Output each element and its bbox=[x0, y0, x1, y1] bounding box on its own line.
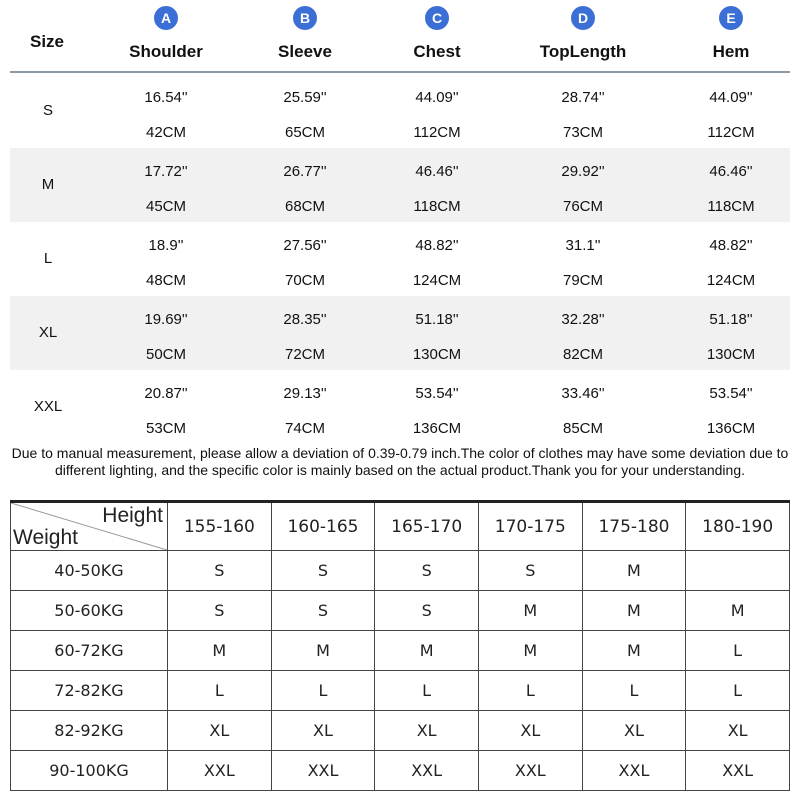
measurement-cm: 118CM bbox=[413, 198, 461, 215]
recommended-size-cell: L bbox=[686, 631, 790, 671]
height-range-header: 155-160 bbox=[168, 502, 272, 551]
measurement-cm: 136CM bbox=[706, 420, 756, 437]
weight-row bbox=[11, 631, 790, 671]
recommended-size-cell: XL bbox=[582, 711, 686, 751]
recommended-size-cell: L bbox=[271, 671, 375, 711]
measurement-note: Due to manual measurement, please allow a deviation of 0.39-0.79 inch.The color of clothes may have some deviation due to different lighting, and the specific color is mainly based on the actual product.Thank you for your understanding. bbox=[11, 445, 789, 478]
measurement-inch: 27.56'' bbox=[283, 237, 327, 254]
measurement-cm: 136CM bbox=[412, 420, 462, 437]
recommended-size-cell: M bbox=[375, 631, 479, 671]
measurement-inch: 32.28'' bbox=[561, 311, 605, 328]
weight-range-cell: 40-50KG bbox=[11, 551, 168, 591]
recommended-size-cell: L bbox=[478, 671, 582, 711]
measurement-inch: 26.77'' bbox=[283, 163, 327, 180]
measurement-inch: 19.69'' bbox=[144, 311, 188, 328]
recommended-size-cell: XXL bbox=[271, 751, 375, 791]
column-letter-badge: D bbox=[571, 6, 595, 30]
measurement-cm: 124CM bbox=[706, 272, 756, 289]
measurement-cm: 53CM bbox=[145, 420, 187, 437]
measurement-cm: 130CM bbox=[412, 346, 462, 363]
measurement-cm: 42CM bbox=[145, 124, 187, 141]
measurement-cm: 48CM bbox=[145, 272, 187, 289]
measurement-cm: 82CM bbox=[562, 346, 604, 363]
size-row-xl bbox=[10, 296, 790, 370]
weight-row bbox=[11, 751, 790, 791]
size-row-l bbox=[10, 222, 790, 296]
column-header-toplength: TopLength bbox=[539, 42, 627, 61]
measurement-inch: 25.59'' bbox=[283, 89, 327, 106]
size-label: M bbox=[41, 176, 55, 193]
size-row-xxl bbox=[10, 370, 790, 444]
recommended-size-cell: M bbox=[168, 631, 272, 671]
recommended-size-cell: L bbox=[686, 671, 790, 711]
measurement-cm: 65CM bbox=[284, 124, 326, 141]
weight-range-cell: 72-82KG bbox=[11, 671, 168, 711]
column-header-hem: Hem bbox=[712, 42, 750, 61]
size-label: XXL bbox=[33, 398, 63, 415]
measurement-cm: 118CM bbox=[707, 198, 755, 215]
measurement-cm: 112CM bbox=[413, 124, 461, 141]
measurement-inch: 44.09'' bbox=[415, 89, 459, 106]
measurement-inch: 29.13'' bbox=[283, 385, 327, 402]
height-range-header: 160-165 bbox=[271, 502, 375, 551]
column-letter-badge: B bbox=[293, 6, 317, 30]
measurement-cm: 73CM bbox=[562, 124, 604, 141]
measurement-inch: 31.1'' bbox=[565, 237, 601, 254]
recommended-size-cell: XXL bbox=[582, 751, 686, 791]
weight-range-cell: 50-60KG bbox=[11, 591, 168, 631]
recommended-size-cell bbox=[686, 551, 790, 591]
measurement-inch: 51.18'' bbox=[415, 311, 459, 328]
recommended-size-cell: L bbox=[168, 671, 272, 711]
measurement-cm: 74CM bbox=[284, 420, 326, 437]
measurement-cm: 45CM bbox=[145, 198, 187, 215]
recommended-size-cell: S bbox=[271, 591, 375, 631]
column-header-sleeve: Sleeve bbox=[278, 42, 332, 61]
column-header-shoulder: Shoulder bbox=[129, 42, 203, 61]
measurement-inch: 51.18'' bbox=[709, 311, 753, 328]
weight-range-cell: 82-92KG bbox=[11, 711, 168, 751]
measurement-inch: 29.92'' bbox=[561, 163, 605, 180]
header-divider bbox=[10, 71, 790, 73]
size-label: S bbox=[42, 102, 54, 119]
weight-row bbox=[11, 711, 790, 751]
height-label: Height bbox=[102, 504, 163, 527]
recommended-size-cell: M bbox=[686, 591, 790, 631]
size-row-m bbox=[10, 148, 790, 222]
recommended-size-cell: L bbox=[375, 671, 479, 711]
recommended-size-cell: S bbox=[375, 551, 479, 591]
column-header-chest: Chest bbox=[413, 42, 461, 61]
column-letter-badge: E bbox=[719, 6, 743, 30]
height-range-header: 175-180 bbox=[582, 502, 686, 551]
recommended-size-cell: S bbox=[271, 551, 375, 591]
height-range-header: 180-190 bbox=[686, 502, 790, 551]
measurement-cm: 50CM bbox=[145, 346, 187, 363]
measurement-inch: 20.87'' bbox=[144, 385, 188, 402]
height-range-header: 165-170 bbox=[375, 502, 479, 551]
recommended-size-cell: M bbox=[582, 631, 686, 671]
weight-row bbox=[11, 591, 790, 631]
recommended-size-cell: S bbox=[375, 591, 479, 631]
measurement-inch: 48.82'' bbox=[709, 237, 753, 254]
recommended-size-cell: S bbox=[168, 591, 272, 631]
recommended-size-cell: XXL bbox=[478, 751, 582, 791]
recommended-size-cell: M bbox=[582, 591, 686, 631]
recommended-size-cell: XXL bbox=[375, 751, 479, 791]
measurement-inch: 17.72'' bbox=[144, 163, 188, 180]
weight-row bbox=[11, 551, 790, 591]
recommended-size-cell: L bbox=[582, 671, 686, 711]
measurement-inch: 53.54'' bbox=[415, 385, 459, 402]
recommended-size-cell: M bbox=[271, 631, 375, 671]
measurement-cm: 112CM bbox=[707, 124, 755, 141]
height-range-header: 170-175 bbox=[478, 502, 582, 551]
size-label: XL bbox=[38, 324, 58, 341]
recommended-size-cell: XXL bbox=[686, 751, 790, 791]
measurement-cm: 124CM bbox=[412, 272, 462, 289]
size-column-header: Size bbox=[30, 32, 65, 51]
size-label: L bbox=[43, 250, 53, 267]
measurement-inch: 28.74'' bbox=[561, 89, 605, 106]
size-row-s bbox=[10, 74, 790, 148]
measurement-inch: 16.54'' bbox=[144, 89, 188, 106]
measurement-inch: 28.35'' bbox=[283, 311, 327, 328]
recommended-size-cell: M bbox=[582, 551, 686, 591]
measurement-cm: 85CM bbox=[562, 420, 604, 437]
weight-row bbox=[11, 671, 790, 711]
recommended-size-cell: XL bbox=[271, 711, 375, 751]
column-letter-badge: A bbox=[154, 6, 178, 30]
measurement-inch: 48.82'' bbox=[415, 237, 459, 254]
recommended-size-cell: M bbox=[478, 631, 582, 671]
recommended-size-cell: S bbox=[168, 551, 272, 591]
weight-label: Weight bbox=[13, 526, 78, 549]
measurement-inch: 53.54'' bbox=[709, 385, 753, 402]
recommended-size-cell: XXL bbox=[168, 751, 272, 791]
measurement-cm: 130CM bbox=[706, 346, 756, 363]
size-recommendation-table bbox=[10, 500, 790, 791]
measurement-inch: 33.46'' bbox=[561, 385, 605, 402]
measurement-inch: 46.46'' bbox=[709, 163, 753, 180]
recommended-size-cell: XL bbox=[686, 711, 790, 751]
recommended-size-cell: S bbox=[478, 551, 582, 591]
corner-header-cell bbox=[11, 502, 168, 551]
measurement-cm: 70CM bbox=[284, 272, 326, 289]
recommended-size-cell: M bbox=[478, 591, 582, 631]
measurement-cm: 76CM bbox=[562, 198, 604, 215]
measurement-inch: 46.46'' bbox=[415, 163, 459, 180]
measurement-inch: 44.09'' bbox=[709, 89, 753, 106]
measurement-cm: 79CM bbox=[562, 272, 604, 289]
measurement-cm: 68CM bbox=[284, 198, 326, 215]
weight-range-cell: 90-100KG bbox=[11, 751, 168, 791]
measurement-cm: 72CM bbox=[284, 346, 326, 363]
column-letter-badge: C bbox=[425, 6, 449, 30]
weight-range-cell: 60-72KG bbox=[11, 631, 168, 671]
recommended-size-cell: XL bbox=[478, 711, 582, 751]
recommended-size-cell: XL bbox=[375, 711, 479, 751]
recommended-size-cell: XL bbox=[168, 711, 272, 751]
measurement-inch: 18.9'' bbox=[148, 237, 184, 254]
